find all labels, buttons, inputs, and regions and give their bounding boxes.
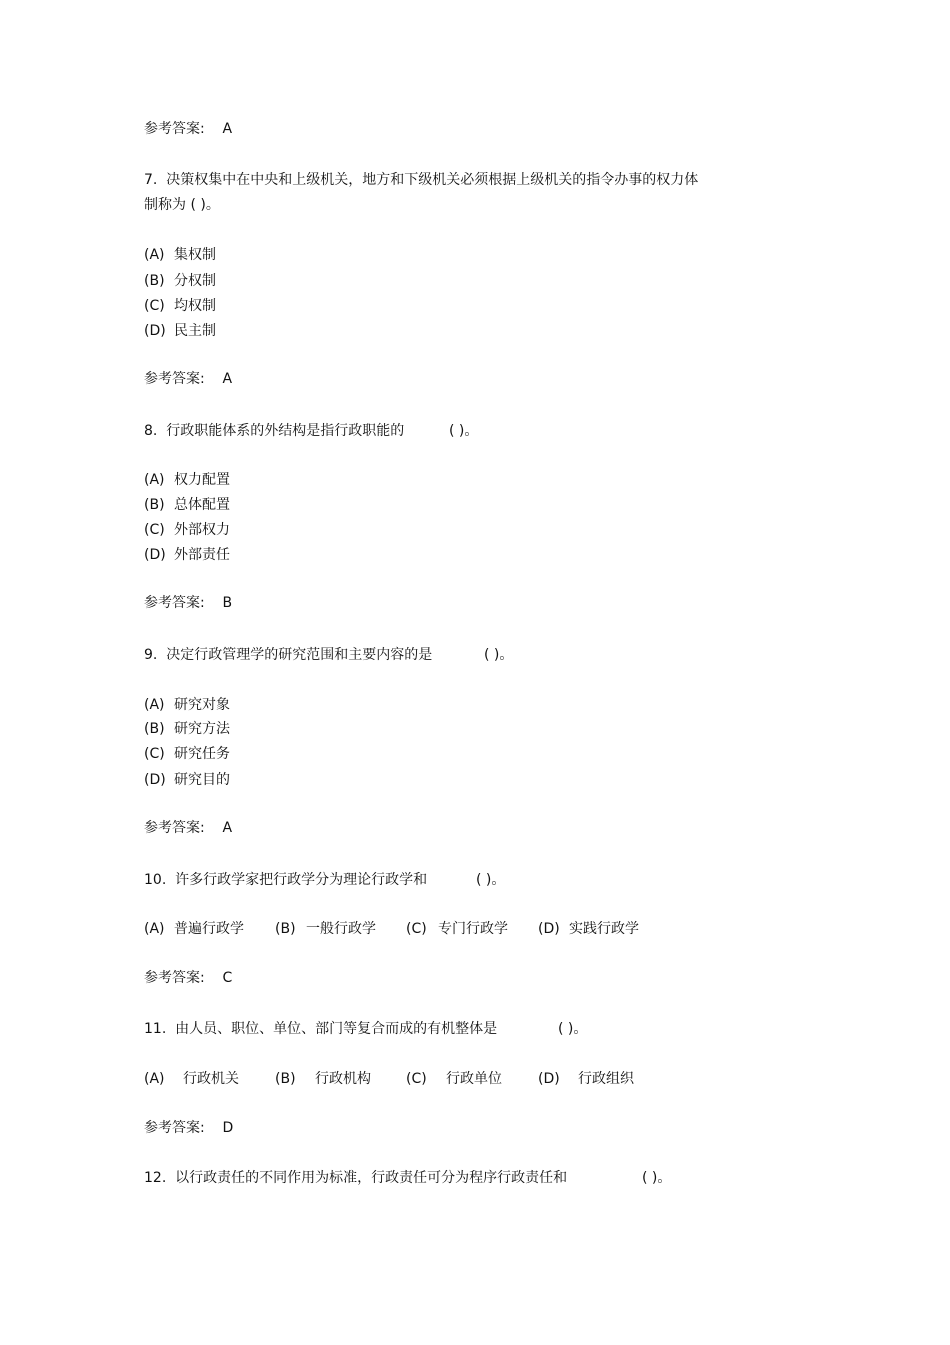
question-8-option-a: (A) 权力配置 [144, 472, 230, 488]
question-7-option-c: (C) 均权制 [144, 298, 216, 314]
answer-value: A [222, 371, 233, 387]
question-7-option-d: (D) 民主制 [144, 323, 216, 339]
question-7-option-b: (B) 分权制 [144, 273, 216, 289]
question-7-stem-line2: 制称为 ( )。 [144, 197, 220, 213]
answer-line: 参考答案: A [144, 371, 233, 387]
question-7-option-a: (A) 集权制 [144, 247, 216, 263]
answer-blank: ( )。 [484, 647, 514, 663]
question-9-option-a: (A) 研究对象 [144, 697, 230, 713]
answer-value: A [222, 820, 233, 836]
question-8-option-d: (D) 外部责任 [144, 547, 230, 563]
answer-value: B [222, 595, 233, 611]
answer-blank: ( )。 [642, 1170, 672, 1186]
answer-value: D [222, 1120, 234, 1136]
question-7-stem-line1: 7. 决策权集中在中央和上级机关，地方和下级机关必须根据上级机关的指令办事的权力体 [144, 172, 699, 188]
question-9-option-c: (C) 研究任务 [144, 746, 230, 762]
answer-line: 参考答案: C [144, 970, 233, 986]
question-9-option-b: (B) 研究方法 [144, 721, 230, 737]
answer-label: 参考答案: [144, 121, 205, 137]
question-8-option-c: (C) 外部权力 [144, 522, 230, 538]
answer-value: A [222, 121, 233, 137]
question-9-option-d: (D) 研究目的 [144, 772, 230, 788]
answer-line: 参考答案: D [144, 1120, 234, 1136]
document-page: 参考答案: A 7. 决策权集中在中央和上级机关，地方和下级机关必须根据上级机关的指令办事的权力体 制称为 ( )。 (A) 集权制 (B) 分权制 (C) 均权制 (D) 民主制 参考答案: A 8. 行政职能体系的外结构是指行政职能的 ( )。 (A) 权力配置 (B) 总体配置 (C) 外部权力 (D) 外部责任 参考答案: B 9. 决定行政管理学的研究范围和主要内容的是 ( )。 (A) 研究对象 (B) 研究方法 (C) 研究任务 (D) 研究目的 参考答案: A 10. 许多行政学家把行政学分为理论行政学和 ( )。 (A) 普遍行政学 (B) 一般行政学 (C) 专门行政学 (D) 实践行政学 参考答案: C 11. 由人员、职位、单位、部门等复合而成的有机整体是 ( )。 (A) 行政机关 (B) 行政机构 (C) 行政单位 (D) 行政组织 参考答案: D 12. 以行政责任的不同作用为标准，行政责任可分为程序行政责任和 ( )。 [144, 121, 699, 1186]
answer-value: C [222, 970, 233, 986]
answer-blank: ( )。 [558, 1021, 588, 1037]
answer-line: 参考答案: A [144, 820, 233, 836]
answer-blank: ( )。 [449, 423, 479, 439]
answer-line [144, 120, 232, 138]
question-8-option-b: (B) 总体配置 [144, 497, 230, 513]
answer-blank: ( )。 [476, 872, 506, 888]
answer-line: 参考答案: B [144, 595, 233, 611]
